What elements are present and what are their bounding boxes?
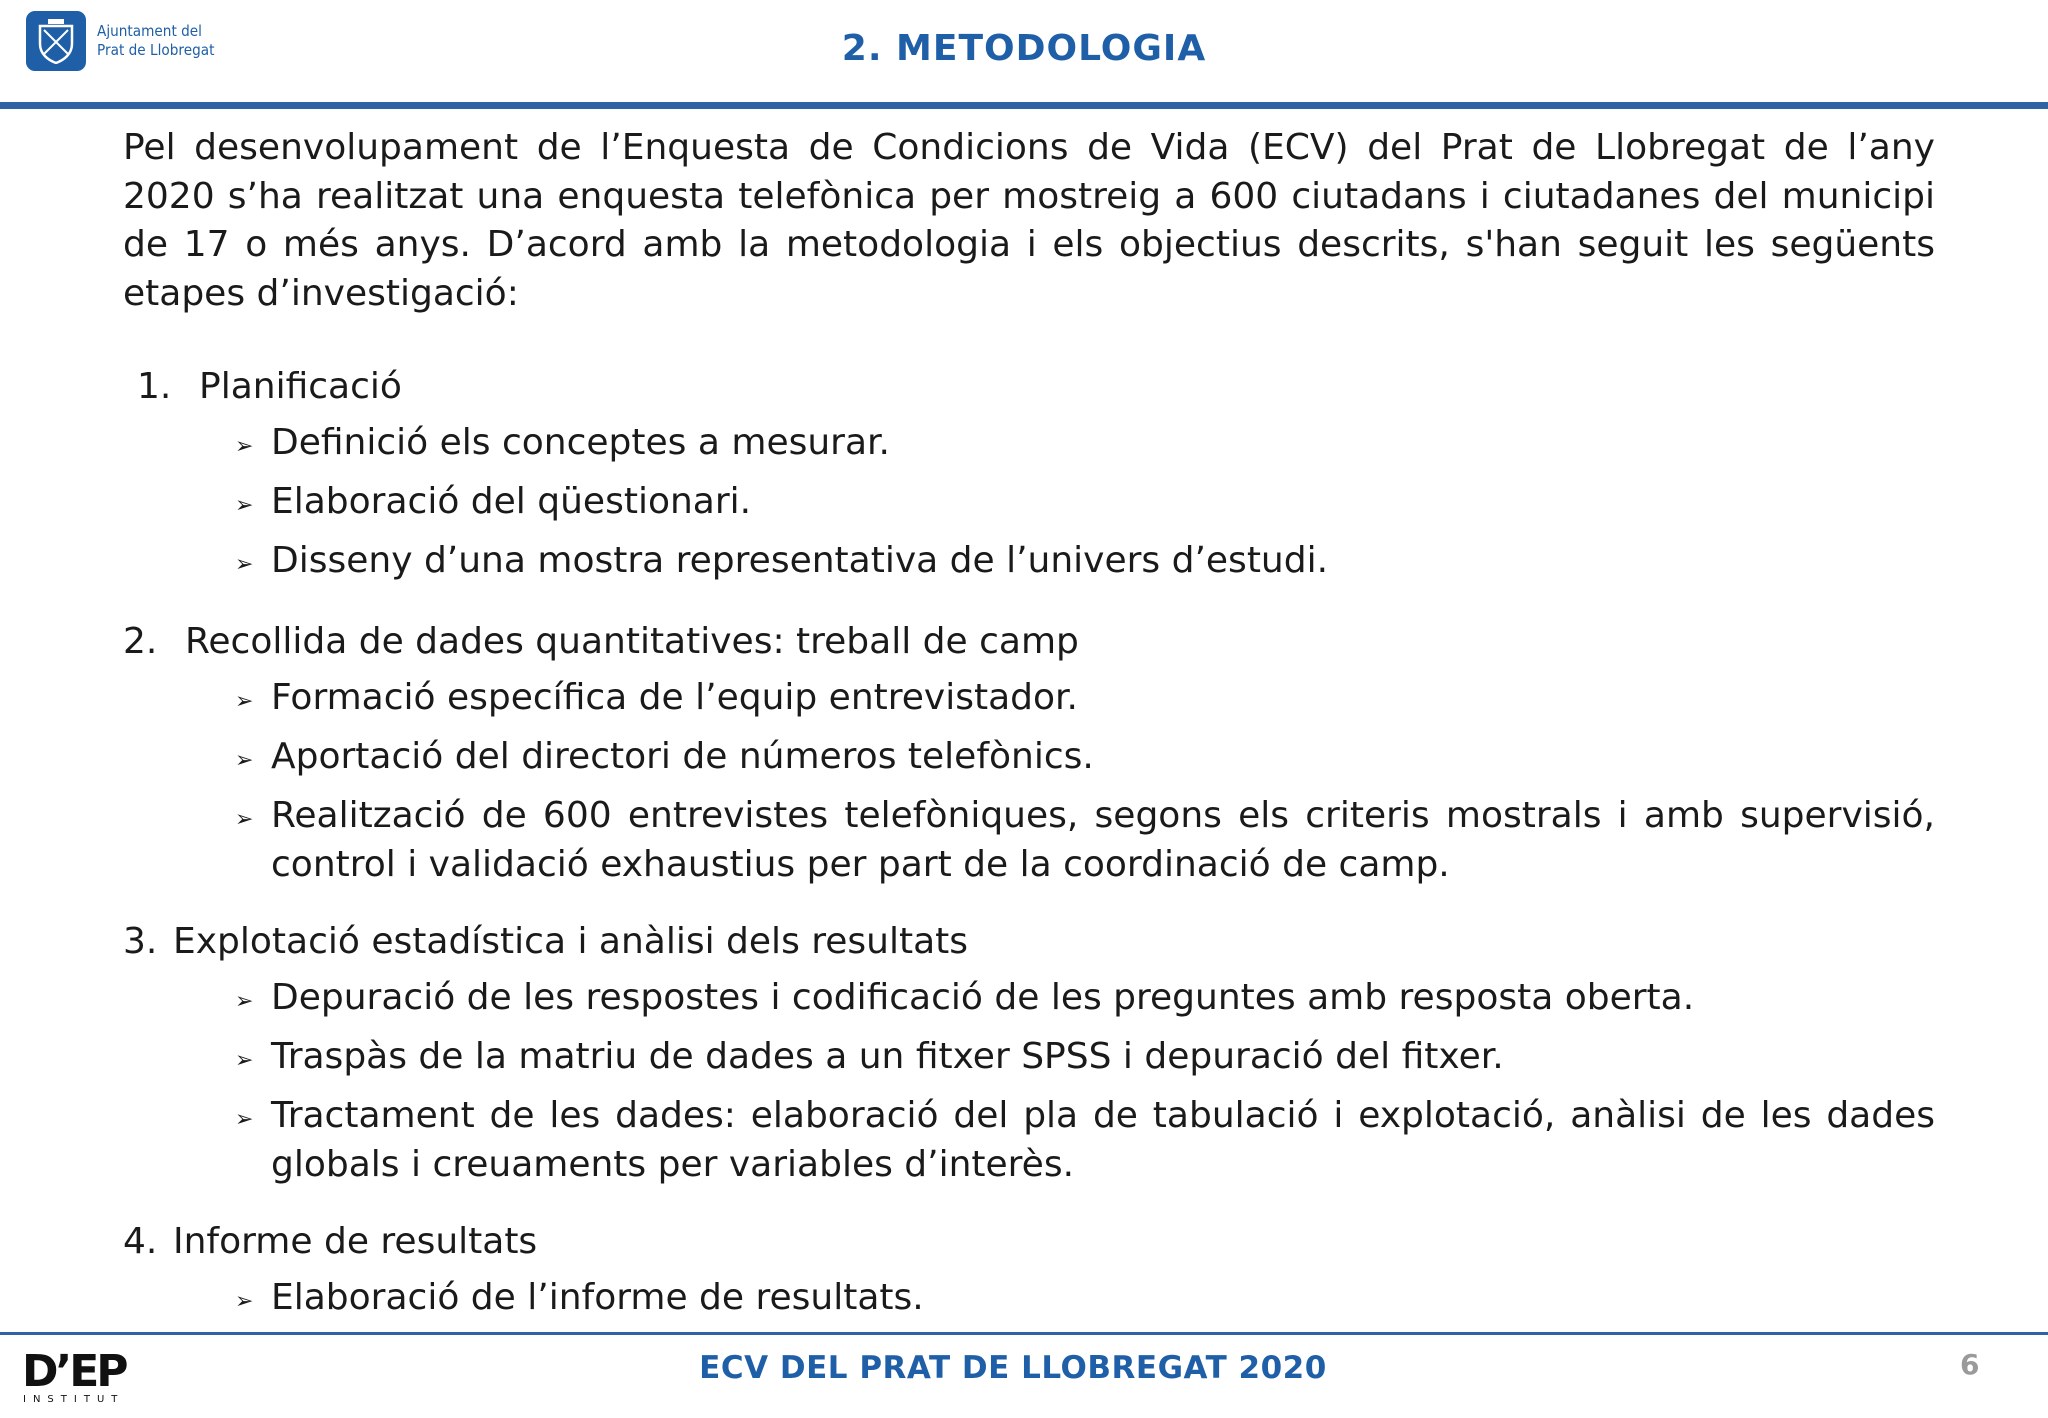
- list-item: [123, 1032, 1935, 1085]
- list-item-text: Aportació del directori de números telefònics.: [271, 736, 1094, 777]
- list-item: [123, 732, 1935, 785]
- section-number: 4.: [123, 1221, 158, 1262]
- arrow-bullet-icon: ➢: [235, 989, 254, 1014]
- arrow-bullet-icon: ➢: [235, 1289, 254, 1314]
- section-title: Informe de resultats: [173, 1221, 538, 1262]
- section-heading: [123, 1217, 1935, 1267]
- list-item: [123, 477, 1935, 530]
- section-number: 2.: [123, 621, 158, 662]
- list-item-text: Tractament de les dades: elaboració del pla de tabulació i explotació, anàlisi de les dades globals i creuaments per variables d’interès.: [271, 1095, 1935, 1185]
- section-heading: [123, 617, 1935, 667]
- list-item: [123, 418, 1935, 471]
- bullet-list: [123, 673, 1935, 889]
- arrow-bullet-icon: ➢: [235, 748, 254, 773]
- list-item-text: Realització de 600 entrevistes telefòniques, segons els criteris mostrals i amb supervisió, control i validació exhaustius per part de la coordinació de camp.: [271, 795, 1935, 885]
- list-item: [123, 1091, 1935, 1189]
- list-item-text: Definició els conceptes a mesurar.: [271, 422, 890, 463]
- section-number: 1.: [137, 366, 172, 407]
- arrow-bullet-icon: ➢: [235, 689, 254, 714]
- section-report: [123, 1217, 1935, 1326]
- section-number: 3.: [123, 921, 158, 962]
- bullet-list: [123, 973, 1935, 1189]
- svg-text:D’EP: D’EP: [22, 1346, 126, 1397]
- section-title: Planificació: [199, 366, 402, 407]
- arrow-bullet-icon: ➢: [235, 552, 254, 577]
- organization-name-line2: Prat de Llobregat: [97, 41, 215, 59]
- page-title: 2. METODOLOGIA: [841, 28, 1207, 69]
- section-title: Recollida de dades quantitatives: treball de camp: [185, 621, 1079, 662]
- section-heading: [123, 362, 1935, 412]
- list-item: [123, 973, 1935, 1026]
- footer-divider: [0, 1332, 2048, 1335]
- section-fieldwork: [123, 617, 1935, 889]
- organization-name-line1: Ajuntament del: [97, 22, 202, 40]
- footer-title: ECV DEL PRAT DE LLOBREGAT 2020: [699, 1350, 1327, 1386]
- arrow-bullet-icon: ➢: [235, 1048, 254, 1073]
- list-item: [123, 673, 1935, 726]
- arrow-bullet-icon: ➢: [235, 1107, 254, 1132]
- bullet-list: [123, 418, 1935, 589]
- section-heading: [123, 917, 1935, 967]
- list-item-text: Traspàs de la matriu de dades a un fitxer SPSS i depuració del fitxer.: [271, 1036, 1504, 1077]
- list-item: [123, 536, 1935, 589]
- section-planning: [123, 362, 1935, 589]
- main-content: [123, 124, 1935, 1326]
- arrow-bullet-icon: ➢: [235, 807, 254, 832]
- arrow-bullet-icon: ➢: [235, 493, 254, 518]
- list-item-text: Depuració de les respostes i codificació de les preguntes amb resposta oberta.: [271, 977, 1695, 1018]
- list-item-text: Elaboració de l’informe de resultats.: [271, 1277, 924, 1318]
- svg-text:INSTITUT: INSTITUT: [23, 1394, 125, 1404]
- section-title: Explotació estadística i anàlisi dels resultats: [173, 921, 969, 962]
- intro-paragraph: Pel desenvolupament de l’Enquesta de Condicions de Vida (ECV) del Prat de Llobregat de l’any 2020 s’ha realitzat una enquesta telefònica per mostreig a 600 ciutadans i ciutadanes del municipi de 17 o més anys. D’acord amb la metodologia i els objectius descrits, s'han seguit les següents etapes d’investigació:: [123, 127, 1935, 314]
- section-analysis: [123, 917, 1935, 1189]
- list-item-text: Disseny d’una mostra representativa de l’univers d’estudi.: [271, 540, 1329, 581]
- list-item-text: Elaboració del qüestionari.: [271, 481, 752, 522]
- list-item-text: Formació específica de l’equip entrevistador.: [271, 677, 1078, 718]
- bullet-list: [123, 1273, 1935, 1326]
- list-item: [123, 791, 1935, 889]
- list-item: [123, 1273, 1935, 1326]
- arrow-bullet-icon: ➢: [235, 434, 254, 459]
- header-divider: [0, 102, 2048, 109]
- page-number: 6: [1960, 1348, 1980, 1381]
